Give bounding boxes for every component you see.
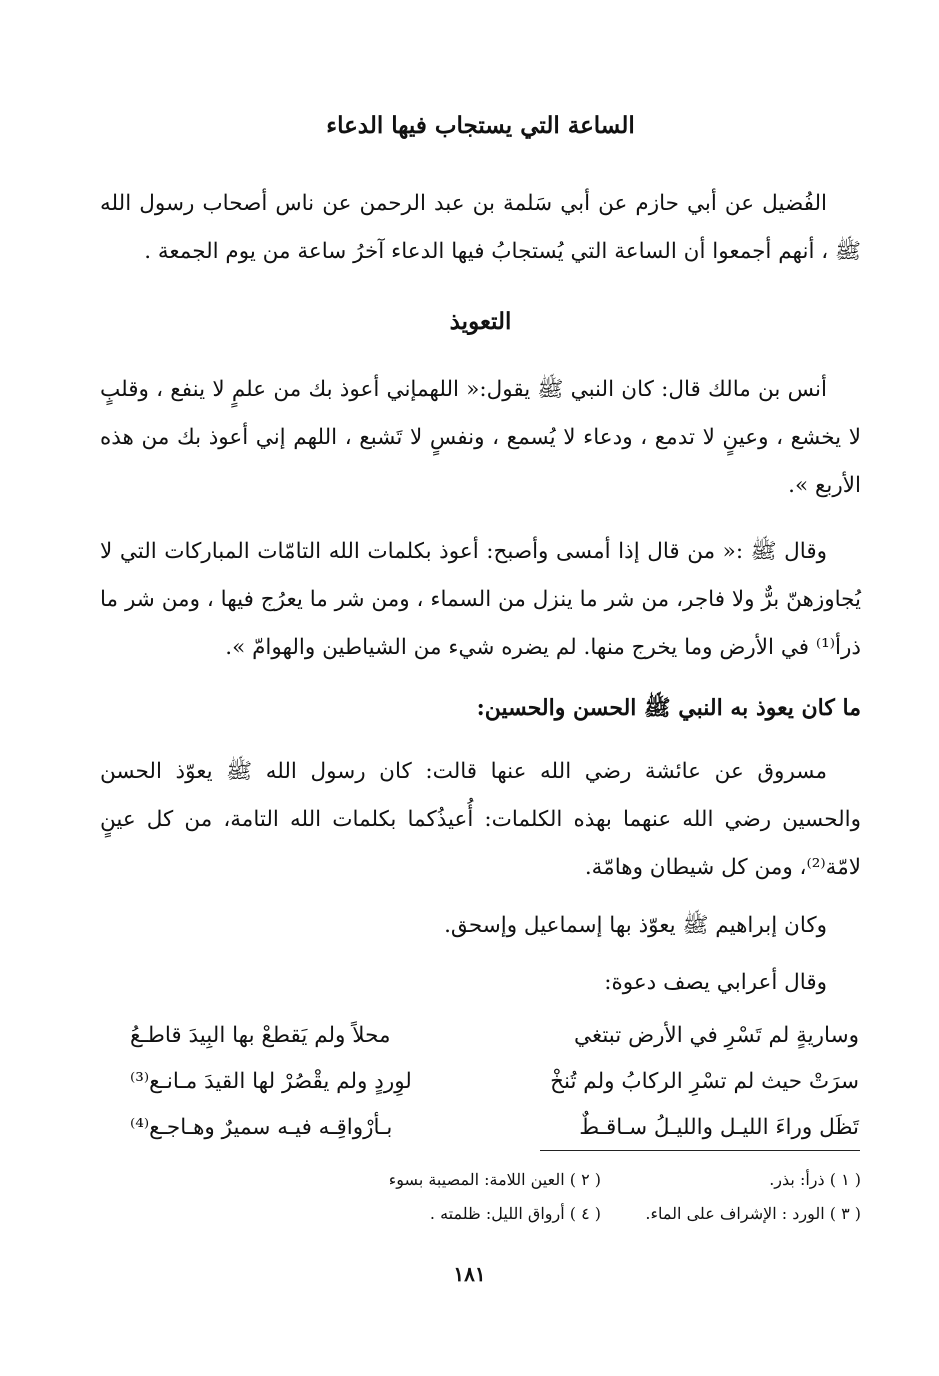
poem-second-hemistich: بـأرْواقِـه فيـه سميرٌ وهـاجـع⁽⁴⁾: [130, 1114, 393, 1140]
section-title-prayer-hour: الساعة التي يستجاب فيها الدعاء: [326, 112, 635, 139]
section-title-taweedh: التعويذ: [449, 308, 512, 335]
paragraph-text: وقال ﷺ :« من قال إذا أمسى وأصبح: أعوذ بكلمات الله التامّات المباركات التي لا يُجاوزهنّ برٌّ ولا فاجر، من شر ما ينزل من السماء ، ومن شر ما يعرُج فيها ، ومن شر ما ذرأ⁽¹⁾ في الأرض وما يخرج منها. لم يضره شيء من الشياطين والهوامّ ».: [100, 539, 861, 660]
footnote-4: ( ٤ ) أرواق الليل: ظلمته .: [429, 1203, 601, 1223]
subheading-hasan-husayn: ما كان يعوذ به النبي ﷺ الحسن والحسين:: [476, 695, 861, 721]
poem-first-hemistich: سرَتْ حيث لم تسْرِ الركابُ ولم تُنخْ: [550, 1068, 859, 1094]
paragraph-ibrahim: وكان إبراهيم ﷺ يعوّذ بها إسماعيل وإسحق.: [444, 913, 827, 938]
paragraph-text: أنس بن مالك قال: كان النبي ﷺ يقول:« اللهمإني أعوذ بك من علمٍ لا ينفع ، وقلبٍ لا يخشع ، وعينٍ لا تدمع ، ودعاء لا يُسمع ، ونفسٍ لا تَشبع ، اللهم إني أعوذ بك من هذه الأربع ».: [100, 377, 861, 498]
paragraph-evening-morning: [100, 528, 861, 672]
poem-first-hemistich: وساريةٍ لم تَسْرِ في الأرض تبتغي: [574, 1022, 859, 1048]
paragraph-text: مسروق عن عائشة رضي الله عنها قالت: كان رسول الله ﷺ يعوّذ الحسن والحسين رضي الله عنهما بهذه الكلمات: أُعيذُكما بكلمات الله التامة، من كل عينٍ لامّة⁽²⁾، ومن كل شيطان وهامّة.: [100, 759, 861, 880]
footnote-divider: [540, 1150, 860, 1151]
poem-second-hemistich: لوِردٍ ولم يقْصُرْ لها القيدَ مـانـع⁽³⁾: [130, 1068, 412, 1094]
footnote-row: [101, 1196, 861, 1230]
footnote-1: ( ١ ) ذرأ: بذر.: [769, 1169, 861, 1189]
footnote-row: [101, 1162, 861, 1196]
poem-second-hemistich: محلاً ولم يَقطعْ بها البِيدَ قاطـعُ: [130, 1022, 391, 1048]
footnotes: [101, 1162, 861, 1230]
paragraph-prayer-hour: [100, 180, 861, 276]
poem-intro: وقال أعرابي يصف دعوة:: [604, 970, 827, 995]
paragraph-anas-hadith: [100, 366, 861, 510]
footnote-3: ( ٣ ) الورد : الإشراف على الماء.: [645, 1203, 861, 1223]
paragraph-aisha-hadith: [100, 748, 861, 892]
poem: [130, 1012, 859, 1150]
page-number: ١٨١: [453, 1262, 486, 1286]
footnote-2: ( ٢ ) العين اللامة: المصيبة بسوء: [388, 1169, 601, 1189]
paragraph-text: الفُضيل عن أبي حازم عن أبي سَلمة بن عبد الرحمن عن ناس أصحاب رسول الله ﷺ ، أنهم أجمعوا أن الساعة التي يُستجابُ فيها الدعاء آخرُ ساعة من يوم الجمعة .: [100, 191, 861, 264]
poem-line: [130, 1012, 859, 1058]
poem-line: [130, 1104, 859, 1150]
poem-line: [130, 1058, 859, 1104]
poem-first-hemistich: تَظَل وراءَ الليـل والليـلُ سـاقـطٌ: [579, 1114, 859, 1140]
